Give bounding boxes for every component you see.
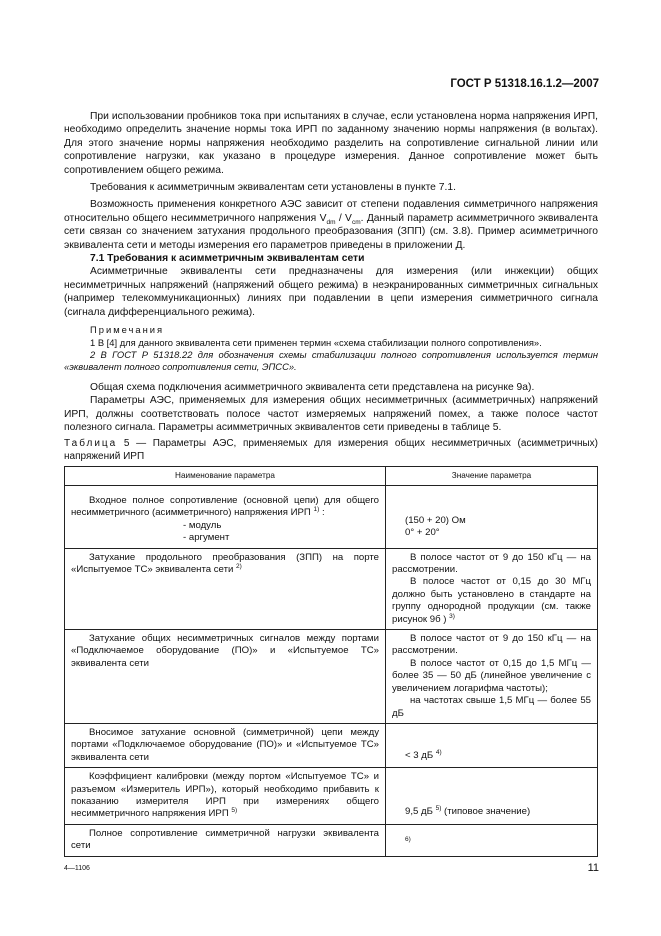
paragraph: Асимметричные эквиваленты сети предназначены для измерения (или инжекции) общих несимметричных напряжений (напряжений общего режима) в неэкранированных симметричных сигнальных (например телекоммуникационных) линиях при подавлении в цепи измерения симметричного сигнала (сигнала дифференциального режима). [64,266,598,318]
standard-header: ГОСТ Р 51318.16.1.2—2007 [450,78,599,90]
value-cell: В полосе частот от 9 до 150 кГц — на рассмотрении. В полосе частот от 0,15 до 30 МГц должно быть установлено в стандарте на группу однородной продукции (см. также рисунок 9б ) $^{3)}$ [386,548,598,629]
table-row [65,486,598,549]
page-number: 11 [587,862,599,874]
table-header-row [65,467,598,486]
value-cell: 9,5 дБ $^{5)}$ (типовое значение) [386,768,598,825]
paragraph: Параметры АЭС, применяемых для измерения общих несимметричных (асимметричных) напряжений ИРП, должны соответствовать полосе частот измеряемых напряжений помех, а также полосе частот полезного сигнала. Параметры асимметричных эквивалентов сети приведены в таблице 5. [64,395,598,433]
note-1: 1 В [4] для данного эквивалента сети применен термин «схема стабилизации полного сопротивления». [90,336,542,348]
param-cell: Коэффициент калибровки (между портом «Испытуемое ТС» и разъемом «Измеритель ИРП»), который необходимо прибавить к показанию измерителя ИРП при измерениях общего несимметричного напряжения ИРП $^{5)}$ [65,768,386,825]
value-cell: < 3 дБ $^{4)}$ [386,723,598,767]
paragraph: При использовании пробников тока при испытаниях в случае, если установлена норма напряжения ИРП, необходимо определить значение нормы тока ИРП по заданному значению нормы напряжения (в вольтах). Для этого значение нормы напряжения необходимо разделить на сопротивление сигнальной линии или сопротивление нагрузки, как указано в процедуре измерения. Данное сопротивление может быть сопротивлением общего режима. [64,111,598,176]
paragraph: Возможность применения конкретного АЭС зависит от степени подавления симметричного напряжения относительно общего несимметричного напряжения $V_{dm} / V_{cm}$. Данный параметр асимметричного эквивалента сети связан со значением затухания продольного преобразования (ЗПП) (см. 3.8). Пример асимметричного эквивалента сети и методы измерения его параметров приведены в приложении Д. [64,199,598,251]
note-2: 2 В ГОСТ Р 51318.22 для обозначения схемы стабилизации полного сопротивления используется термин «эквивалент полного сопротивления сети, ЭПСС». [64,348,598,373]
column-header: Значение параметра [386,467,598,486]
param-cell: Входное полное сопротивление (основной цепи) для общего несимметричного (асимметричного) напряжения ИРП $^{1)}$ : - модуль - аргумент [65,486,386,549]
body-text [64,110,598,434]
parameters-table [64,466,598,857]
table-row [65,723,598,767]
param-cell: Затухание общих несимметричных сигналов между портами «Подключаемое оборудование (ПО)» и «Испытуемое ТС» эквивалента сети [65,630,386,724]
param-cell: Затухание продольного преобразования (ЗПП) на порте «Испытуемое ТС» эквивалента сети $^{2)}$ [65,548,386,629]
param-cell: Вносимое затухание основной (симметричной) цепи между портами «Подключаемое оборудование (ПО)» и «Испытуемое ТС» эквивалента сети [65,723,386,767]
value-cell: В полосе частот от 9 до 150 кГц — на рассмотрении. В полосе частот от 0,15 до 1,5 МГц — более 35 — 50 дБ (линейное увеличение с увеличением логарифма частоты); на частотах свыше 1,5 МГц — более 55 дБ [386,630,598,724]
table-caption: Таблица 5 — Параметры АЭС, применяемых для измерения общих несимметричных (асимметричных) напряжений ИРП [64,438,598,462]
notes-block [64,324,598,374]
print-code: 4—1106 [64,865,90,872]
value-cell: (150 + 20) Ом 0° + 20° [386,486,598,549]
section-title: 7.1 Требования к асимметричным эквивалентам сети [90,253,365,265]
value-cell: 6) [386,824,598,856]
notes-heading: Примечания [90,324,165,336]
table-row [65,824,598,856]
paragraph: Требования к асимметричным эквивалентам сети установлены в пункте 7.1. [90,182,456,194]
table-row [65,630,598,724]
paragraph: Общая схема подключения асимметричного эквивалента сети представлена на рисунке 9а). [90,381,535,393]
column-header: Наименование параметра [65,467,386,486]
param-cell: Полное сопротивление симметричной нагрузки эквивалента сети [65,824,386,856]
table-row [65,768,598,825]
table-row [65,548,598,629]
